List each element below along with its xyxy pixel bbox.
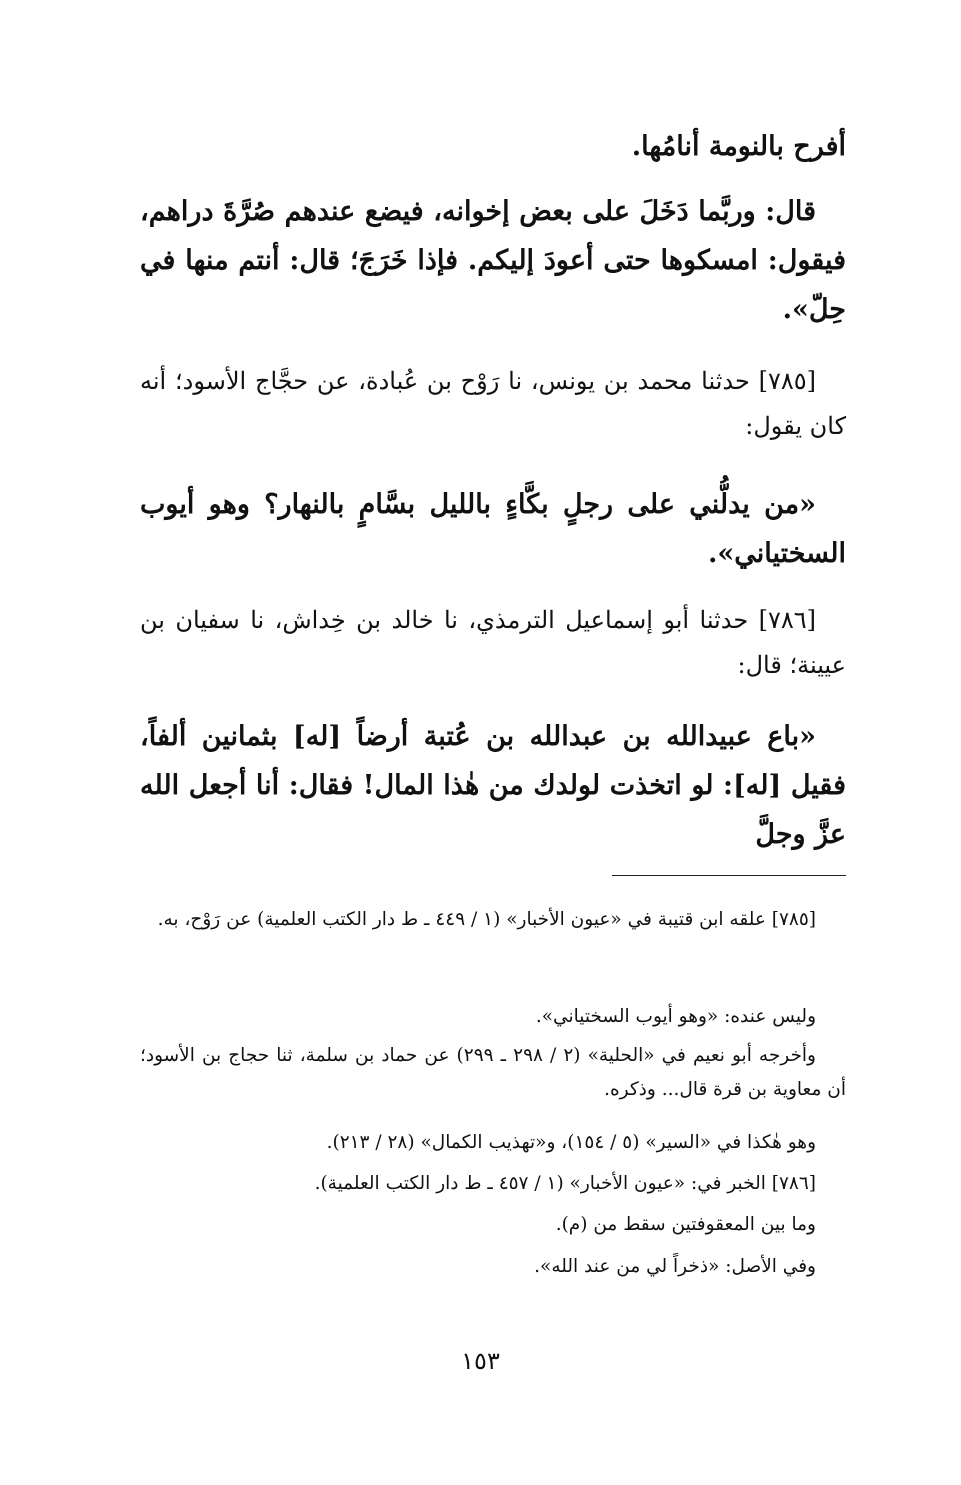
paragraph-hadith-785-chain: [٧٨٥] حدثنا محمد بن يونس، نا رَوْح بن عُبادة، عن حجَّاج الأسود؛ أنه كان يقول: [140, 367, 846, 440]
paragraph-hadith-785-text: «من يدلُّني على رجلٍ بكَّاءٍ بالليل بسَّامٍ بالنهار؟ وهو أيوب السختياني». [140, 489, 846, 569]
paragraph-hadith-786-text: «باع عبيدالله بن عبدالله بن عُتبة أرضاً [له] بثمانين ألفاً، فقيل [له]: لو اتخذت لولدك من هٰذا المال! فقال: أنا أجعل الله عزَّ وجلَّ [140, 721, 846, 850]
footnote-785-hilya: وأخرجه أبو نعيم في «الحلية» (٢ / ٢٩٨ ـ ٢٩٩) عن حماد بن سلمة، ثنا حجاج بن الأسود؛ أن معاوية بن قرة قال... وذكره. [140, 1045, 846, 1100]
footnote-785-source: [٧٨٥] علقه ابن قتيبة في «عيون الأخبار» (١ / ٤٤٩ ـ ط دار الكتب العلمية) عن رَوْح، به. [157, 909, 816, 930]
page-number: ١٥٣ [461, 1347, 500, 1375]
footnote-divider [612, 875, 846, 876]
paragraph-purse-story: قال: وربَّما دَخَلَ على بعض إخوانه، فيضع عندهم صُرَّةَ دراهم، فيقول: امسكوها حتى أعودَ إليكم. فإذا خَرَجَ؛ قال: أنتم منها في حِلّ». [140, 196, 846, 325]
footnote-785-note: وليس عنده: «وهو أيوب السختياني». [535, 1006, 816, 1027]
paragraph-hadith-786-chain: [٧٨٦] حدثنا أبو إسماعيل الترمذي، نا خالد بن خِداش، نا سفيان بن عيينة؛ قال: [140, 606, 846, 679]
footnote-786-source: [٧٨٦] الخبر في: «عيون الأخبار» (١ / ٤٥٧ ـ ط دار الكتب العلمية). [314, 1173, 816, 1194]
footnote-786-original: وفي الأصل: «ذخراً لي من عند الله». [534, 1256, 816, 1277]
footnote-786-brackets: وما بين المعقوفتين سقط من (م). [555, 1214, 816, 1235]
paragraph-continuation: أفرح بالنومة أنامُها. [631, 131, 846, 162]
footnote-785-siyar: وهو هٰكذا في «السير» (٥ / ١٥٤)، و«تهذيب الكمال» (٢٨ / ٢١٣). [326, 1132, 816, 1153]
